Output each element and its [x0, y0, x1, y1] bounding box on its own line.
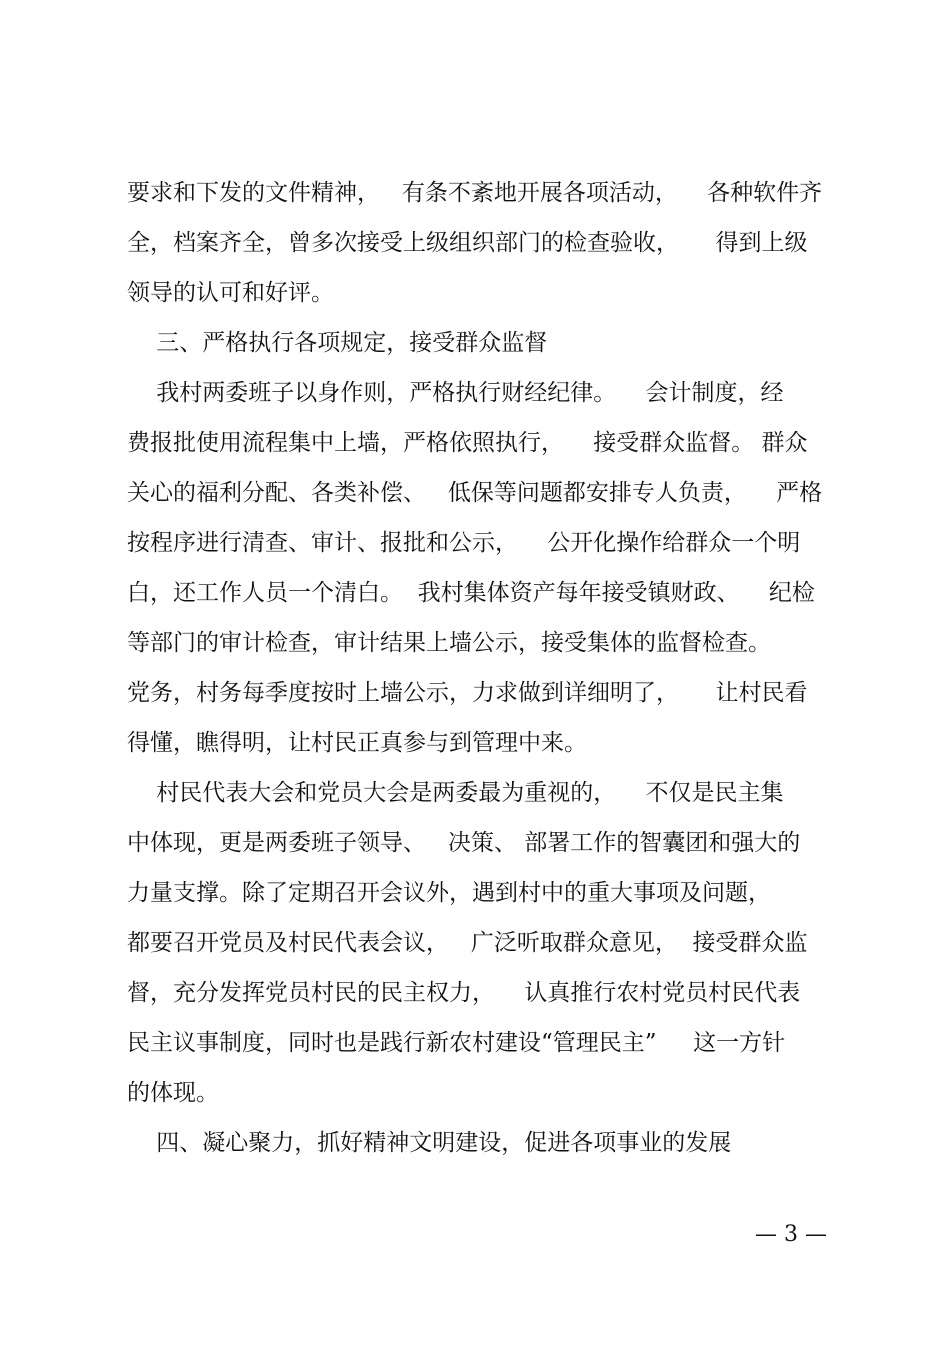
text-line: 督，充分发挥党员村民的民主权力， 认真推行农村党员村民代表 [127, 980, 801, 1006]
text-line: 党务，村务每季度按时上墙公示，力求做到详细明了， 让村民看 [127, 680, 808, 706]
page-number: — 3 — [755, 1222, 827, 1247]
text-line: 的体现。 [127, 1080, 219, 1106]
text-line: 我村两委班子以身作则，严格执行财经纪律。 会计制度，经 [127, 380, 784, 406]
text-line: 力量支撑。除了定期召开会议外，遇到村中的重大事项及问题， [127, 880, 771, 906]
text-line: 按程序进行清查、审计、报批和公示， 公开化操作给群众一个明 [127, 530, 801, 556]
text-line: 村民代表大会和党员大会是两委最为重视的， 不仅是民主集 [127, 780, 784, 806]
text-line: 中体现，更是两委班子领导、 决策、 部署工作的智囊团和强大的 [127, 830, 801, 856]
text-line: 等部门的审计检查，审计结果上墙公示，接受集体的监督检查。 [127, 630, 771, 656]
text-line: 白，还工作人员一个清白。 我村集体资产每年接受镇财政、 纪检 [127, 580, 815, 606]
text-line: 关心的福利分配、各类补偿、 低保等问题都安排专人负责， 严格 [127, 480, 823, 506]
text-line: 要求和下发的文件精神， 有条不紊地开展各项活动， 各种软件齐 [127, 180, 823, 206]
text-line: 民主议事制度，同时也是践行新农村建设“管理民主” 这一方针 [127, 1030, 786, 1056]
section-heading: 四、凝心聚力，抓好精神文明建设，促进各项事业的发展 [127, 1130, 732, 1156]
text-line: 全，档案齐全，曾多次接受上级组织部门的检查验收， 得到上级 [127, 230, 808, 256]
section-heading: 三、严格执行各项规定，接受群众监督 [127, 330, 548, 356]
text-line: 得懂，瞧得明，让村民正真参与到管理中来。 [127, 730, 587, 756]
text-line: 费报批使用流程集中上墙，严格依照执行， 接受群众监督。 群众 [127, 430, 808, 456]
text-line: 都要召开党员及村民代表会议， 广泛听取群众意见， 接受群众监 [127, 930, 808, 956]
text-line: 领导的认可和好评。 [127, 280, 334, 306]
